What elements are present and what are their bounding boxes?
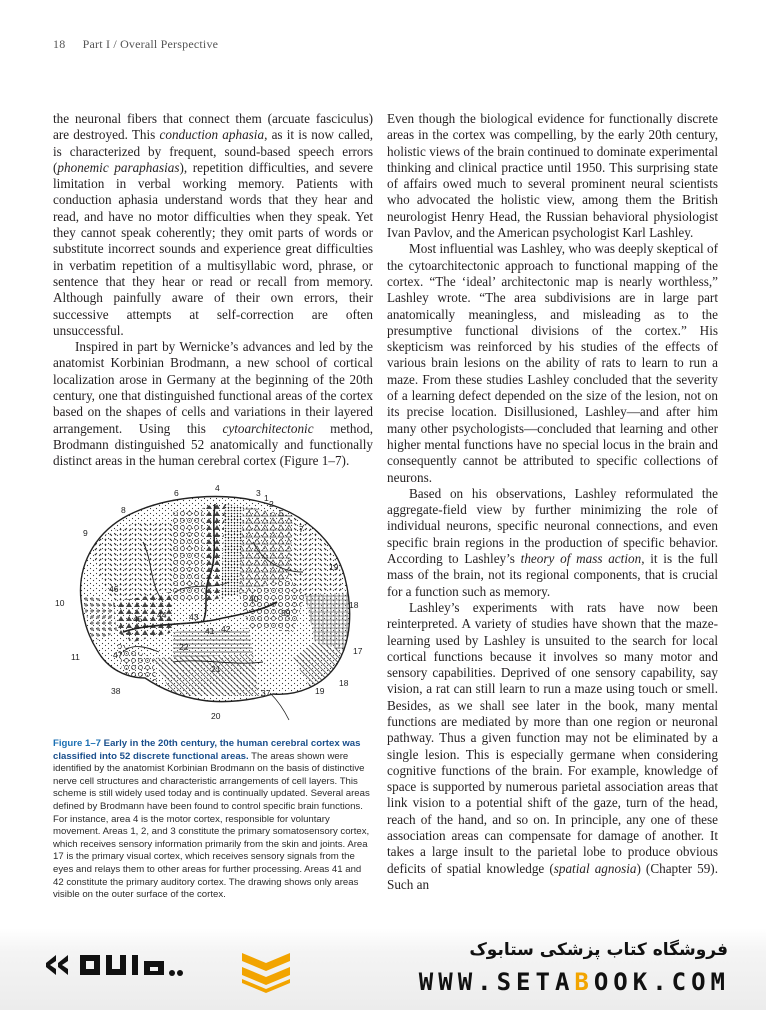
area-label: 2 [269,499,274,509]
area-label: 7 [299,524,304,534]
term-conduction-aphasia: conduction aphasia [159,127,265,143]
area-label: 18 [339,678,349,688]
area-label: 37 [261,688,271,698]
paragraph: Most influential was Lashley, who was deeply skeptical of the cytoarchitectonic approach to functional mapping of the cortex. “The ‘ideal’ architectonic map is nearly worthless,” Lashley wrote. “The area subdivisions are in large part anatomically meaningless, and misleading as to the presumptive functional divisions of the cortex.” His skepticism was reinforced by his studies of the effects of various brain lesions on the ability of rats to learn to run a maze. From these studies Lashley concluded that the severity of a learning defect depended on the size of the lesion, not on its precise location. Disillusioned, Lashley—and after him many other psychologists—concluded that learning and other higher mental functions have no special locus in the brain and consequently cannot be attributed to specific collections of neurons. [387,241,718,485]
paragraph [387,600,718,893]
text-run: the neuronal fibers that connect them (arcuate fasciculus) are destroyed. This [53,111,373,143]
area-label: 41 [205,626,215,636]
area-label: 43 [189,612,199,622]
paragraph [53,111,373,339]
store-title: فروشگاه کتاب پزشکی ستابوک [469,940,728,960]
caption-body: The areas shown were identified by the anatomist Korbinian Brodmann on the basis of distinctive nerve cell structures and characteristic arrangements of cell layers. This scheme is still widely used today and is continually updated. Several areas defined by Brodmann have been found to control specific brain functions. For instance, area 4 is the motor cortex, responsible for voluntary movement. Areas 1, 2, and 3 constitute the primary somatosensory cortex, which receives sensory information primarily from the skin and joints. Area 17 is the primary visual cortex, which receives sensory signals from the eyes and relays them to other areas for further processing. Areas 41 and 42 constitute the primary auditory cortex. The drawing shows only areas visible on the outer surface of the cortex. [53,750,370,901]
area-label: 6 [174,488,179,498]
area-label: 11 [71,652,80,662]
brain-illustration [53,482,373,734]
text-run: Inspired in part by Wernicke’s advances and led by the anatomist Korbinian Brodmann, a new school of cortical localization arose in Germany at the beginning of the 20th century, one that distinguished functional areas of the cortex based on the shapes of cells and variations in their layered arrangement. Using this [53,339,373,436]
store-url [419,968,730,996]
brodmann-areas-figure [53,482,373,734]
area-label: 18 [349,600,359,610]
area-label: 8 [121,505,126,515]
area-label: 17 [353,646,363,656]
text-run: , as it is now called, is characterized by frequent, sound-based speech errors ( [53,127,373,175]
caption-headline: Early in the 20th century, the human cerebral cortex was classified into 52 discrete functional areas. [53,738,361,762]
page-number: 18 [53,37,66,51]
setabook-mark-icon [238,945,294,993]
paragraph [53,339,373,469]
right-column [387,111,718,893]
setabook-logo [40,945,230,995]
term-cytoarchitectonic: cytoarchitectonic [222,420,314,436]
area-label: 40 [249,594,259,604]
paragraph: Even though the biological evidence for functionally discrete areas in the cortex was compelling, by the early 20th century, holistic views of the brain continued to dominate experimental thinking and clinical practice until 1950. This surprising state of affairs owed much to several prominent neural scientists who advocated the holistic view, among them the British neurologist Henry Head, the Russian behavioral physiologist Ivan Pavlov, and the American psychologist Karl Lashley. [387,111,718,241]
area-label: 5 [279,508,284,518]
area-label: 19 [329,562,339,572]
term-spatial-agnosia: spatial agnosia [553,860,637,876]
area-label: 3 [256,488,261,498]
area-label: 4 [215,483,220,493]
area-label: 46 [109,584,119,594]
area-label: 22 [179,642,189,652]
section-title: Part I / Overall Perspective [82,37,219,51]
text-run: Lashley’s experiments with rats have now been reinterpreted. A variety of studies have shown that the maze-learning used by Lashley is unsuited to the search for local cortical functions because it involves so many motor and sensory capabilities. Deprived of one sensory capability, say vision, a rat can still learn to run a maze using touch or smell. Besides, as we shall see later in the book, many mental functions are mediated by more than one region or neuronal pathway. Thus a given function may not be eliminated by a single lesion. This is especially germane when considering cognitive functions of the brain. For example, knowledge of space is supported by numerous parietal association areas that link vision to a potential shift of the gaze, turn of the head, reach of the hand, and so on. In principle, any one of these association areas can compensate for damage of another. It takes a large insult to the parietal lobe to produce obvious deficits of spatial knowledge ( [387,599,718,876]
term-phonemic-paraphasias: phonemic paraphasias [57,159,180,175]
left-column [53,111,373,470]
text-run: method, Brodmann distinguished 52 anatomically and functionally distinct areas in the human cerebral cortex (Figure 1–7). [53,420,373,469]
paragraph [387,486,718,600]
url-part: WWW.SETA [418,968,575,996]
area-label: 39 [281,608,291,618]
area-label: 44 [157,610,167,620]
area-label: 21 [211,664,221,674]
figure-label: Figure 1–7 [53,738,101,749]
figure-caption [53,738,373,902]
area-label: 47 [113,650,123,660]
area-label: 10 [55,598,65,608]
area-label: 38 [111,686,121,696]
text-run: ) (Chapter 59). Such an [387,860,718,892]
url-highlight: B [574,968,594,996]
text-run: ), repetition difficulties, and severe limitation in verbal working memory. Patients with conduction aphasia understand words that they hear and read, and have no motor difficulties when they speak. Yet they cannot speak coherently; they omit parts of words or substitute incorrect sounds and experience great difficulties in verbatim repetition of a multisyllabic word, phrase, or sentence that they hear or read or recall from memory. Although painfully aware of their own errors, their successive attempts at self-correction are often unsuccessful. [53,159,373,338]
area-label: 19 [315,686,325,696]
running-head [53,37,218,52]
area-label: 20 [211,711,221,721]
area-label: 45 [133,614,143,624]
url-part: OOK.COM [593,968,730,996]
area-label: 9 [83,528,88,538]
text-run: Based on his observations, Lashley reformulated the aggregate-field view by further minimizing the role of individual neurons, specific neuronal connections, and even specific brain regions in the production of specific behavior. According to Lashley’s [387,485,718,567]
text-run: , it is the full mass of the brain, not its regional components, that is crucial for a function such as memory. [387,551,718,599]
area-label: 42 [221,624,231,634]
term-theory-of-mass-action: theory of mass action [520,551,642,567]
area-label: 1 [264,493,269,503]
